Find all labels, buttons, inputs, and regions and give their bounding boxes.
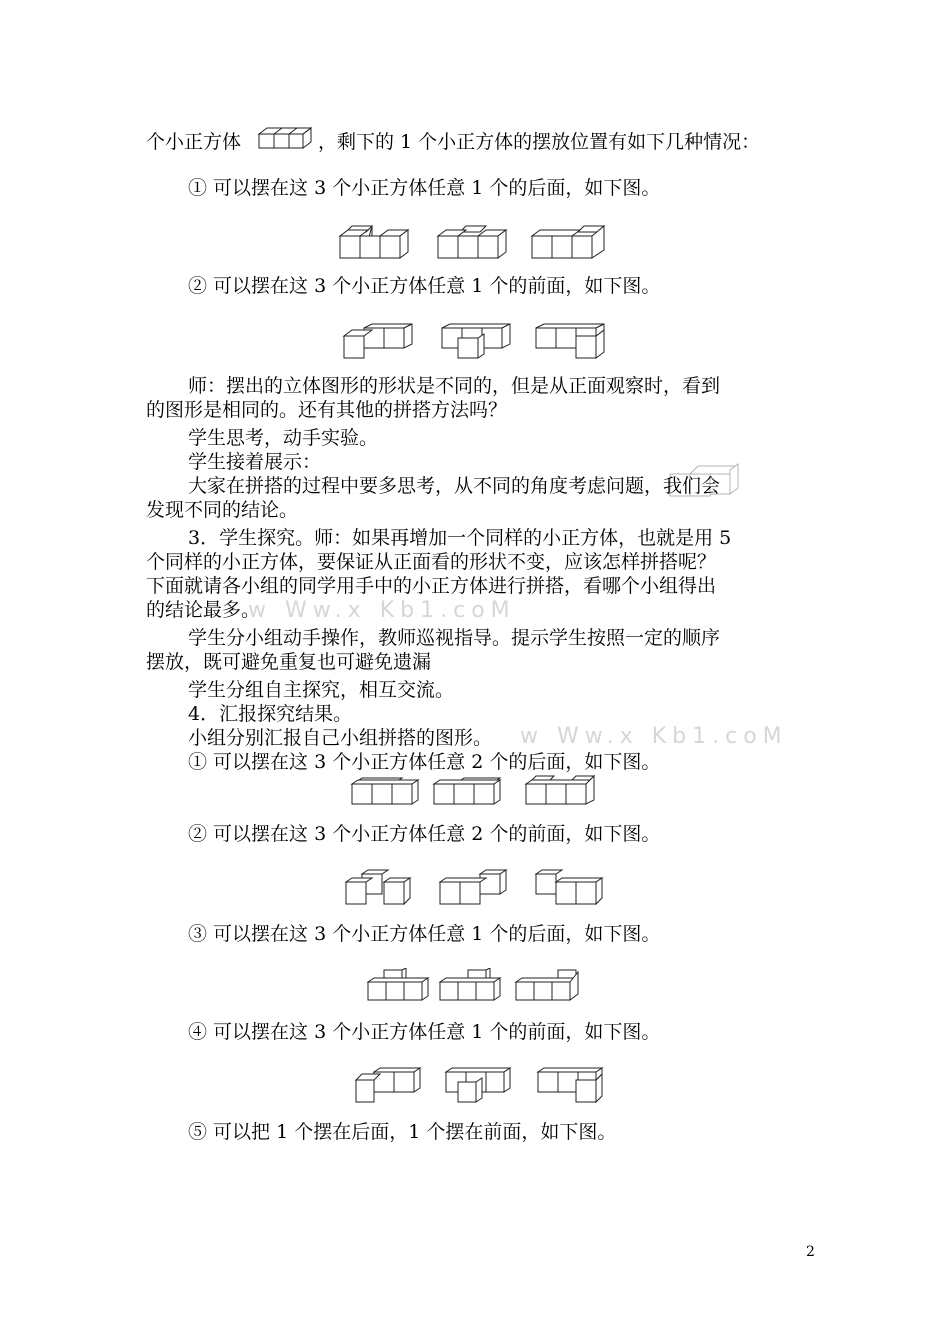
text-line: 学生接着展示： — [188, 451, 322, 473]
text-line: 小组分别汇报自己小组拼搭的图形。 — [188, 727, 493, 749]
text-line: ① 可以摆在这 3 个小正方体任意 2 个的后面，如下图。 — [188, 751, 661, 773]
text-line: ④ 可以摆在这 3 个小正方体任意 1 个的前面，如下图。 — [188, 1021, 661, 1043]
text-line: ② 可以摆在这 3 个小正方体任意 2 个的前面，如下图。 — [188, 823, 661, 845]
text-line: 摆放，既可避免重复也可避免遗漏 — [146, 651, 432, 673]
text-line: ⑤ 可以把 1 个摆在后面，1 个摆在前面，如下图。 — [188, 1121, 617, 1143]
cube-figure-front-two-3 — [534, 868, 606, 908]
text-line: ② 可以摆在这 3 个小正方体任意 1 个的前面，如下图。 — [188, 275, 661, 297]
text-line: 师：摆出的立体图形的形状是不同的，但是从正面观察时，看到 — [188, 375, 721, 397]
watermark: w Ww.x Kb1.coM — [248, 598, 516, 623]
cube-figure-back-two-1 — [350, 774, 422, 808]
cube-figure-back-2 — [436, 222, 516, 262]
text-line: 下面就请各小组的同学用手中的小正方体进行拼搭，看哪个小组得出 — [146, 575, 717, 597]
text-line: 大家在拼搭的过程中要多思考，从不同的角度考虑问题，我们会 — [188, 475, 721, 497]
text-line: 学生思考，动手实验。 — [188, 427, 379, 449]
text-line: 的结论最多。 — [146, 599, 261, 621]
text-line: 学生分小组动手操作，教师巡视指导。提示学生按照一定的顺序 — [188, 627, 721, 649]
watermark: w Ww.x Kb1.coM — [520, 724, 788, 749]
cube-figure-front-two-1 — [344, 868, 412, 908]
cube-figure-back-two-3 — [524, 774, 600, 808]
text-line: ① 可以摆在这 3 个小正方体任意 1 个的后面，如下图。 — [188, 177, 661, 199]
cube-figure-back-one-2 — [438, 968, 502, 1004]
text-line: 个同样的小正方体，要保证从正面看的形状不变，应该怎样拼搭呢？ — [146, 551, 717, 573]
cube-figure-back-3 — [530, 222, 614, 262]
cube-figure-front-1 — [342, 322, 422, 362]
cube-figure-back-1 — [338, 222, 418, 262]
page-number: 2 — [806, 1244, 815, 1260]
cube-figure-front-3 — [534, 322, 614, 362]
cube-figure-back-two-2 — [432, 774, 504, 808]
text-line: 学生分组自主探究，相互交流。 — [188, 679, 455, 701]
cube-figure-front-one-3 — [536, 1066, 606, 1106]
cube-figure-front-2 — [440, 322, 520, 362]
cube-row-inline-figure — [257, 124, 317, 150]
text-line: 发现不同的结论。 — [146, 499, 299, 521]
text-line: 个小正方体 — [146, 131, 242, 153]
text-line: 3．学生探究。师：如果再增加一个同样的小正方体，也就是用 5 — [188, 527, 732, 549]
text-line: ，剩下的 1 个小正方体的摆放位置有如下几种情况： — [318, 131, 761, 153]
cube-figure-back-one-1 — [366, 968, 430, 1004]
cube-figure-front-one-2 — [442, 1066, 512, 1106]
cube-figure-front-one-1 — [352, 1066, 422, 1106]
text-line: 4．汇报探究结果。 — [188, 703, 353, 725]
text-line: ③ 可以摆在这 3 个小正方体任意 1 个的后面，如下图。 — [188, 923, 661, 945]
text-line: 的图形是相同的。还有其他的拼搭方法吗？ — [146, 399, 508, 421]
cube-figure-back-one-3 — [514, 968, 584, 1004]
cube-figure-front-two-2 — [438, 868, 510, 908]
